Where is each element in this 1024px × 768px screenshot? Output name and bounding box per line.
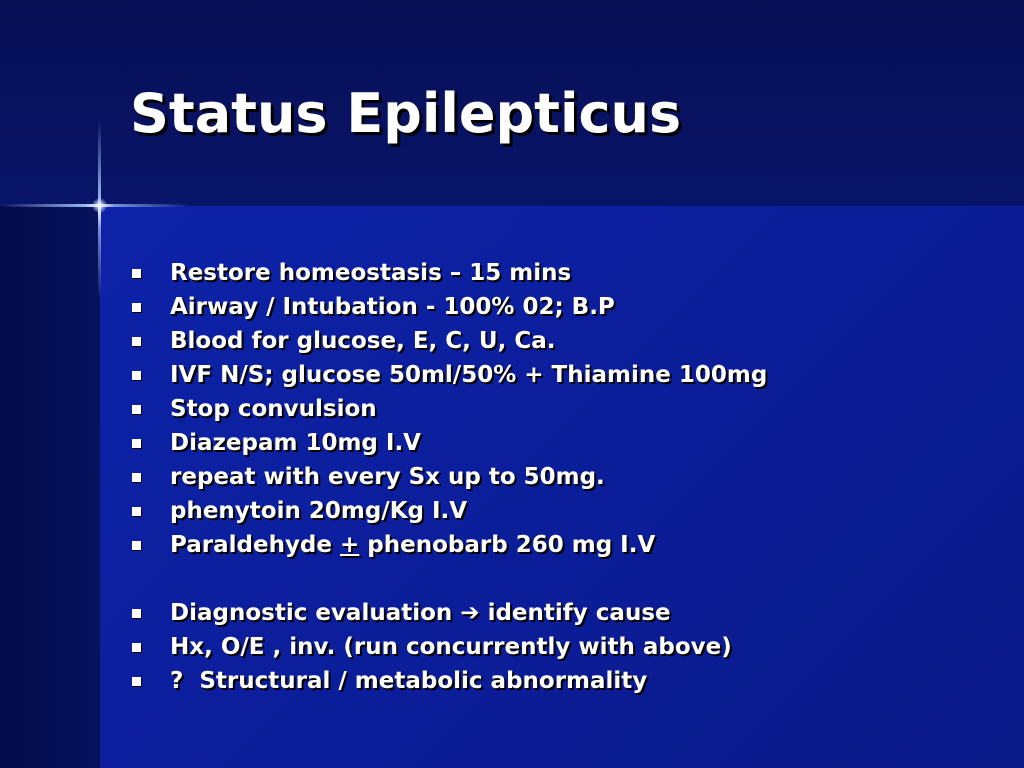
- bullet-text: Restore homeostasis – 15 mins: [170, 260, 572, 286]
- bullet-text: Diazepam 10mg I.V: [170, 430, 421, 456]
- square-bullet-icon: [132, 473, 141, 482]
- bullet-item: [130, 426, 1010, 460]
- bullet-item-diagnostic: [130, 596, 1010, 630]
- bullet-spacer: [130, 562, 1010, 596]
- bullet-text: Hx, O/E , inv. (run concurrently with above): [170, 634, 732, 660]
- bullet-text: phenytoin 20mg/Kg I.V: [170, 498, 468, 524]
- bullet-text: ? Structural / metabolic abnormality: [170, 668, 648, 694]
- bullet-item: [130, 358, 1010, 392]
- plus-minus-sign: +: [340, 532, 360, 558]
- glow-star-icon: [92, 198, 107, 213]
- square-bullet-icon: [132, 405, 141, 414]
- bullet-list: [130, 256, 1010, 698]
- bullet-item: [130, 494, 1010, 528]
- bullet-item: [130, 290, 1010, 324]
- square-bullet-icon: [132, 303, 141, 312]
- bullet-item: [130, 460, 1010, 494]
- square-bullet-icon: [132, 439, 141, 448]
- bullet-item: [130, 392, 1010, 426]
- bullet-item: [130, 256, 1010, 290]
- bullet-text: Paraldehyde: [170, 532, 341, 558]
- bullet-text: phenobarb 260 mg I.V: [359, 532, 656, 558]
- square-bullet-icon: [132, 609, 141, 618]
- square-bullet-icon: [132, 677, 141, 686]
- slide-title: Status Epilepticus: [130, 82, 682, 145]
- square-bullet-icon: [132, 643, 141, 652]
- square-bullet-icon: [132, 541, 141, 550]
- square-bullet-icon: [132, 371, 141, 380]
- bullet-text: Stop convulsion: [170, 396, 377, 422]
- bullet-item: [130, 664, 1010, 698]
- bullet-item: [130, 630, 1010, 664]
- bullet-text: identify cause: [479, 600, 671, 626]
- bullet-text: repeat with every Sx up to 50mg.: [170, 464, 605, 490]
- square-bullet-icon: [132, 507, 141, 516]
- bullet-item: [130, 324, 1010, 358]
- bullet-text: Diagnostic evaluation: [170, 600, 461, 626]
- square-bullet-icon: [132, 337, 141, 346]
- bullet-text: Blood for glucose, E, C, U, Ca.: [170, 328, 556, 354]
- bullet-item-paraldehyde: [130, 528, 1010, 562]
- right-arrow-icon: ➔: [460, 600, 480, 626]
- bullet-text: IVF N/S; glucose 50ml/50% + Thiamine 100mg: [170, 362, 768, 388]
- bullet-text: Airway / Intubation - 100% 02; B.P: [170, 294, 615, 320]
- square-bullet-icon: [132, 269, 141, 278]
